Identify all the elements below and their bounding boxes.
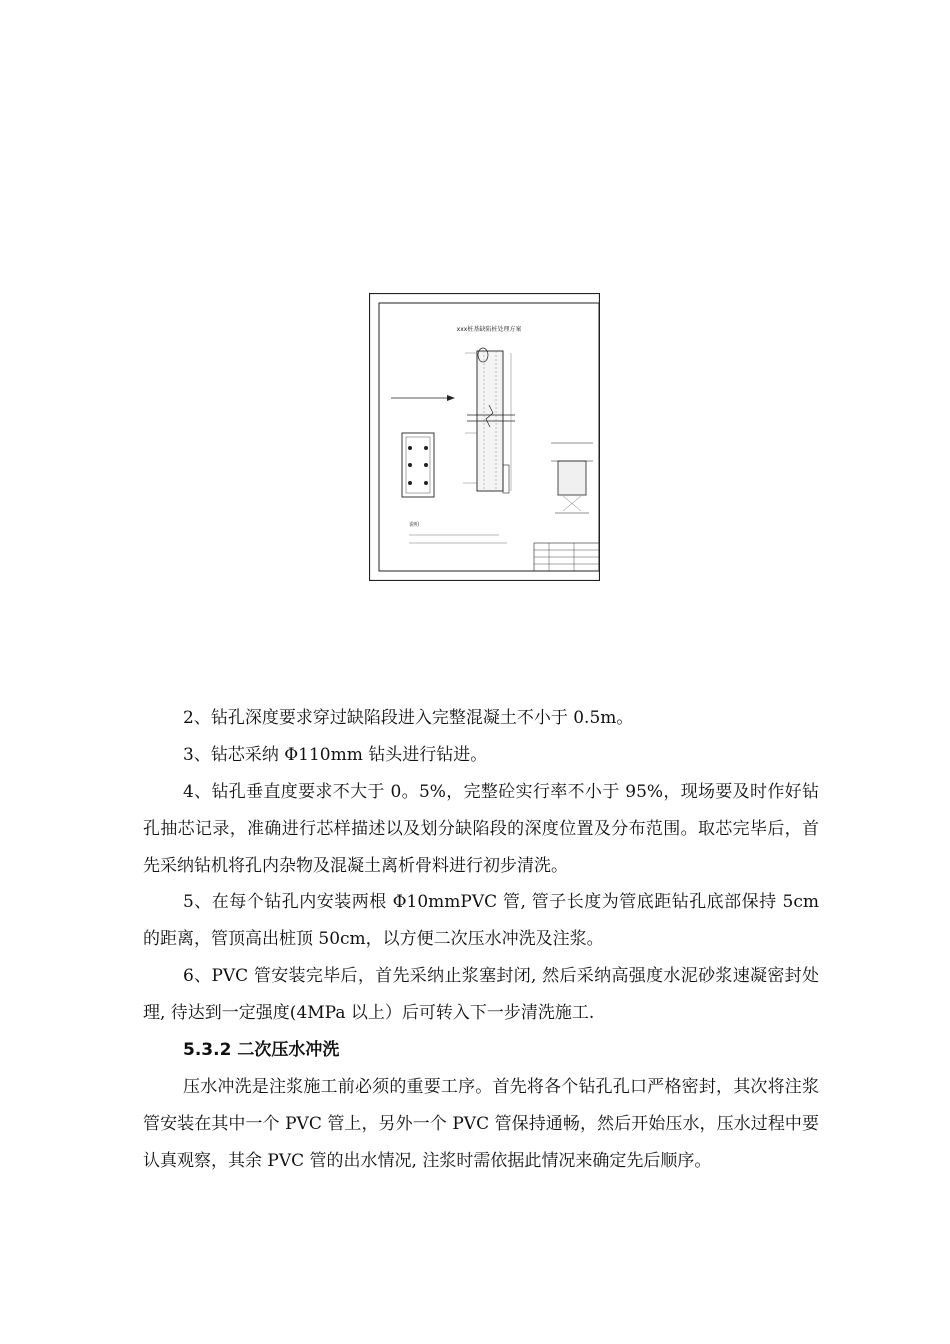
drawing-svg bbox=[369, 293, 600, 581]
paragraph-6: 6、PVC 管安装完毕后，首先采纳止浆塞封闭, 然后采纳高强度水泥砂浆速凝密封处理, 待达到一定强度(4MPa 以上）后可转入下一步清洗施工. bbox=[143, 966, 819, 1023]
paragraph-4: 4、钻孔垂直度要求不大于 0。5%，完整砼实行率不小于 95%，现场要及时作好钻孔抽芯记录，准确进行芯样描述以及划分缺陷段的深度位置及分布范围。取芯完毕后，首先采纳钻机将孔内杂物及混凝土离析骨料进行初步清洗。 bbox=[143, 782, 819, 876]
paragraph-2: 2、钻孔深度要求穿过缺陷段进入完整混凝土不小于 0.5m。 bbox=[183, 708, 634, 728]
section-heading: 5.3.2 二次压水冲洗 bbox=[183, 1040, 340, 1060]
section-paragraph: 压水冲洗是注浆施工前必须的重要工序。首先将各个钻孔孔口严格密封，其次将注浆管安装在其中一个 PVC 管上，另外一个 PVC 管保持通畅，然后开始压水，压水过程中要认真观察，其余 PVC 管的出水情况, 注浆时需依据此情况来确定先后顺序。 bbox=[143, 1077, 819, 1171]
drawing-title: xxx桩基缺陷桩处理方案 bbox=[456, 326, 522, 333]
drawing-note-heading: 说明 bbox=[409, 522, 420, 528]
pile-defect-drawing bbox=[369, 293, 600, 581]
paragraph-3: 3、钻芯采纳 Φ110mm 钻头进行钻进。 bbox=[183, 745, 488, 765]
paragraph-5: 5、在每个钻孔内安装两根 Φ10mmPVC 管, 管子长度为管底距钻孔底部保持 5cm 的距离，管顶高出桩顶 50cm，以方便二次压水冲洗及注浆。 bbox=[143, 892, 819, 949]
